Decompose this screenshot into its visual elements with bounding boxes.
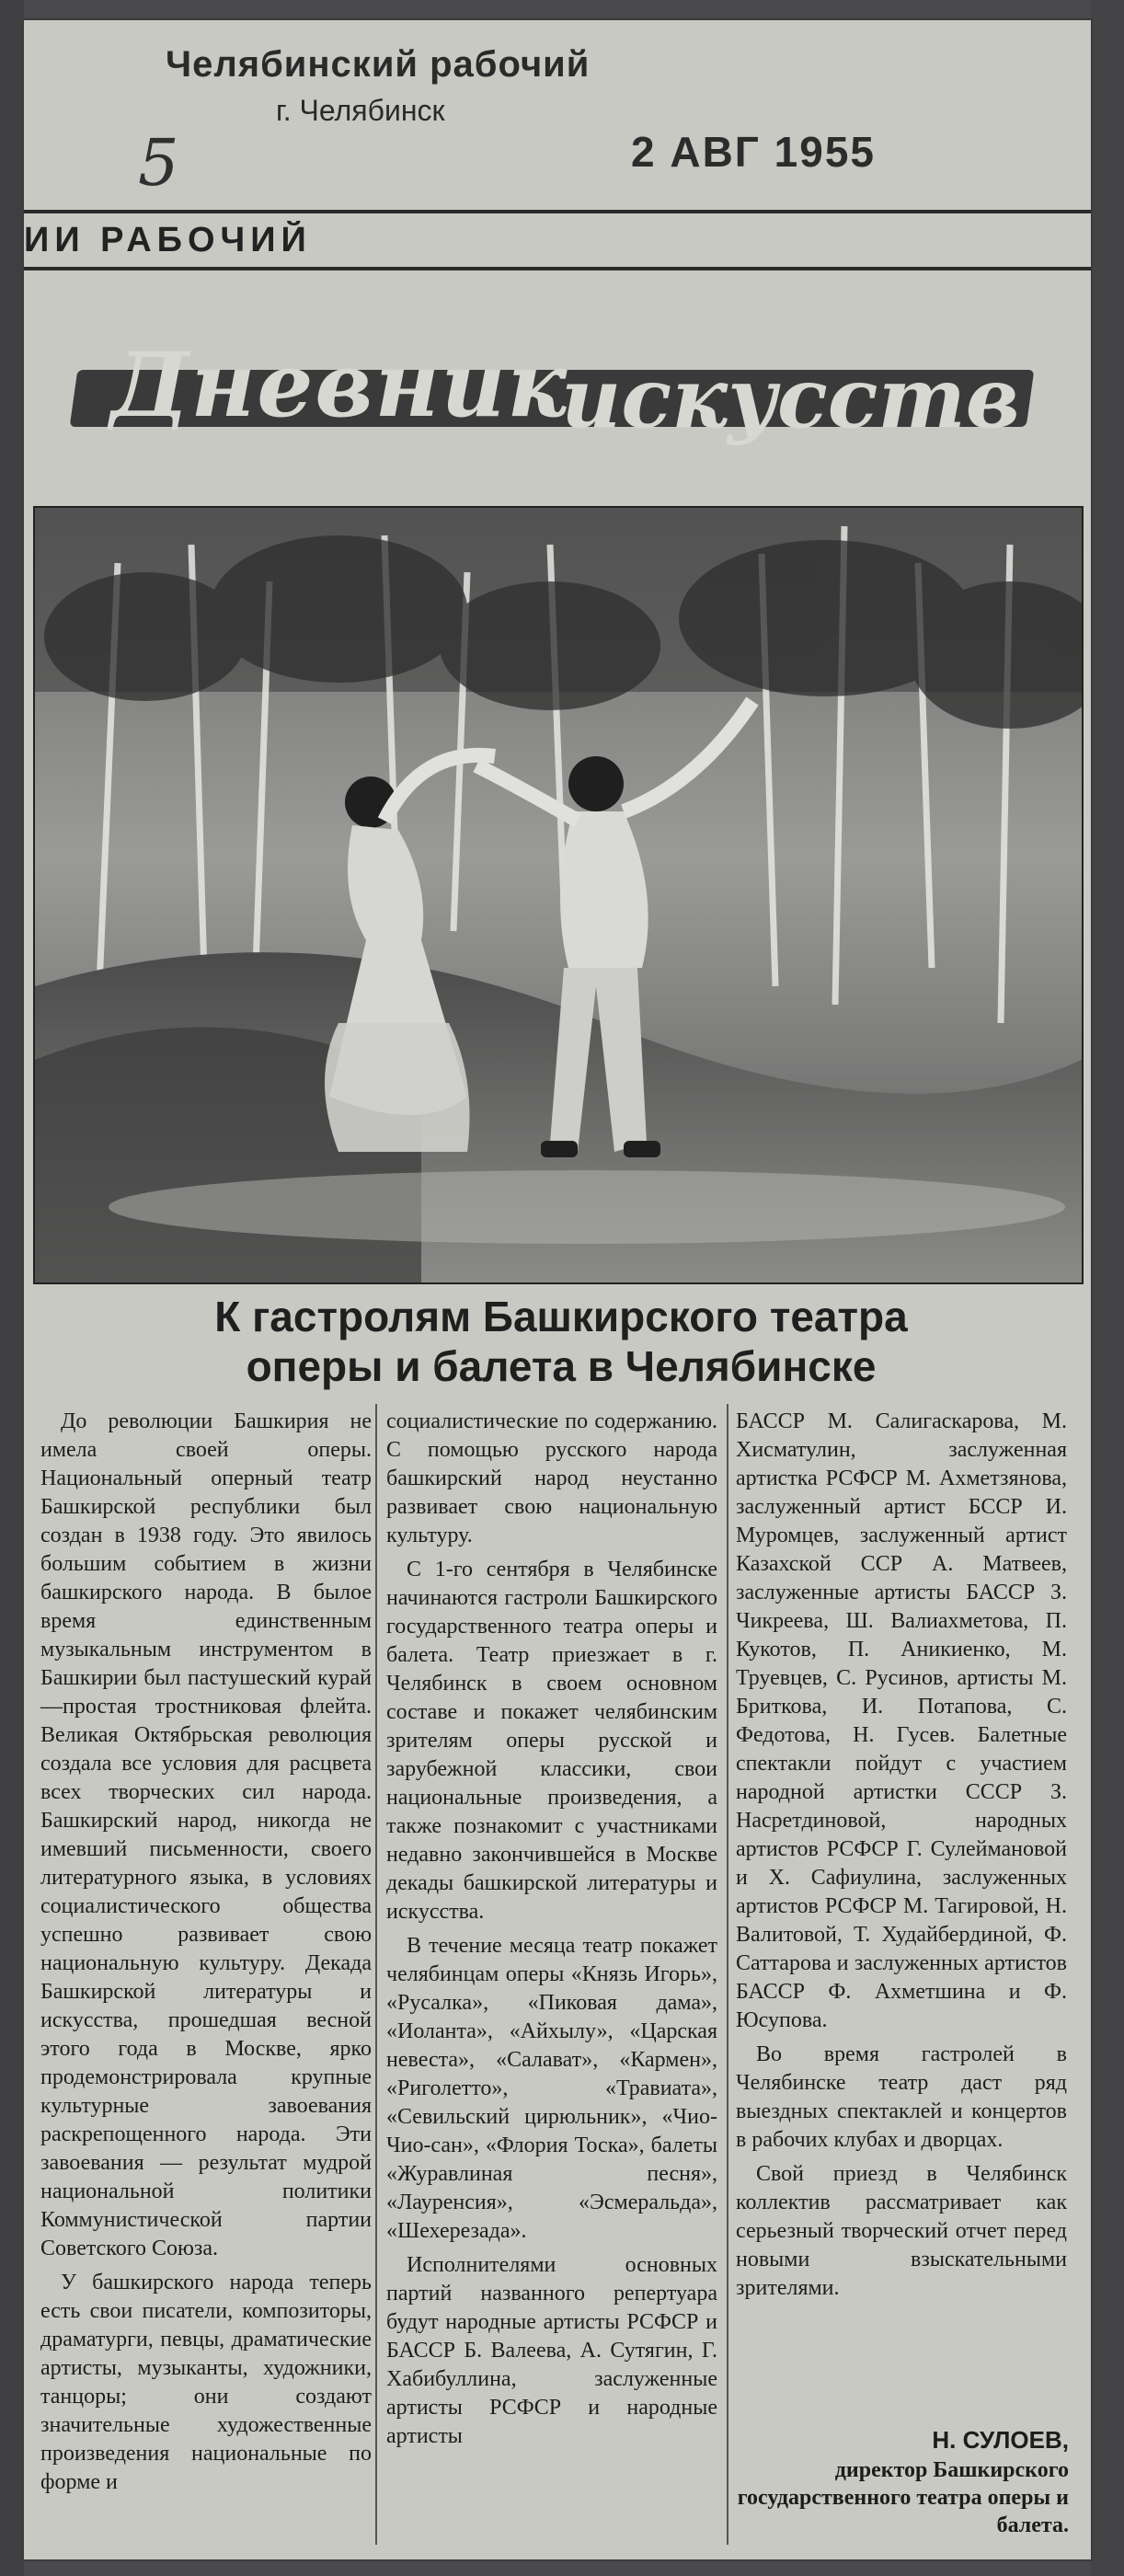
author-title: директор Башкирского государственного театра оперы и балета. (737, 2458, 1069, 2537)
article-column-2 (386, 1408, 717, 2456)
publication-city: г. Челябинск (276, 94, 445, 127)
masthead-text: ИИ РАБОЧИЙ (24, 221, 312, 259)
article-headline-line2: оперы и балета в Челябинске (246, 1342, 877, 1390)
paragraph: Свой приезд в Челябинск коллектив рассматривает как серьезный творческий отчет перед новыми взыскательными зрителями. (736, 2162, 1067, 2300)
column-divider-2 (727, 1404, 728, 2545)
paragraph: Исполнителями основных партий названного репертуара будут народные артисты РСФСР и БАССР Б. Валеева, А. Сутягин, Г. Хабибуллина, заслуженные артисты РСФСР и народные артисты (386, 2253, 717, 2448)
paragraph: У башкирского народа теперь есть свои писатели, композиторы, драматурги, певцы, драматические артисты, музыканты, художники, танцоры; они создают значительные художественные произведения национальные по форме и (40, 2271, 372, 2494)
article-column-3 (736, 1408, 1067, 2308)
rubric-title-right: искусств (561, 350, 1020, 447)
paragraph: В течение месяца театр покажет челябинцам оперы «Князь Игорь», «Русалка», «Пиковая дама», «Иоланта», «Айхылу», «Царская невеста», «Салават», «Кармен», «Риголетто», «Травиата», «Севильский цирюльник», «Чио-Чио-сан», «Флория Тоска», балеты «Журавлиная песня», «Лауренсия», «Эсмеральда», «Шехерезада». (386, 1934, 717, 2243)
publication-name: Челябинский рабочий (166, 44, 591, 85)
masthead-rule-bottom (24, 267, 1091, 270)
rubric-banner (74, 322, 1030, 460)
rubric-title-left: Дневник (110, 333, 569, 437)
column-divider-1 (375, 1404, 377, 2545)
paragraph: БАССР М. Салигаскарова, М. Хисматулин, заслуженная артистка РСФСР М. Ахметзянова, заслуженный артист БССР И. Муромцев, заслуженный артист Казахской ССР А. Матвеев, заслуженные артисты БАССР З. Чикреева, Ш. Валиахметова, П. Кукотов, П. Аникиенко, М. Труевцев, С. Русинов, артисты М. Бриткова, И. Потапова, С. Федотова, Н. Гусев. Балетные спектакли пойдут с участием народной артистки СССР З. Насретдиновой, народных артистов РСФСР Г. Сулеймановой и Х. Сафиулина, заслуженных артистов РСФСР М. Тагировой, Н. Валитовой, Т. Худайбердиной, Ф. Саттарова и заслуженных артистов БАССР Ф. Ахметшина и Ф. Юсупова. (736, 1409, 1067, 2032)
paragraph: Во время гастролей в Челябинске театр даст ряд выездных спектаклей и концертов в рабочих клубах и дворцах. (736, 2042, 1067, 2152)
paragraph: До революции Башкирия не имела своей оперы. Национальный оперный театр Башкирской республики был создан в 1938 году. Это явилось большим событием в жизни башкирского народа. В былое время единственным музыкальным инструментом в Башкирии был пастушеский курай—простая тростниковая флейта. Великая Октябрьская революция создала все условия для расцвета всех творческих сил народа. Башкирский народ, никогда не имевший письменности, своего литературного языка, в условиях социалистического общества успешно развивает свою национальную культуру. Декада Башкирской литературы и искусства, прошедшая весной этого года в Москве, ярко продемонстрировала крупные культурные завоевания раскрепощенного народа. Эти завоевания — результат мудрой национальной политики Коммунистической партии Советского Союза. (40, 1409, 372, 2260)
ballet-scene-image (35, 508, 1082, 1282)
ballet-photo (33, 506, 1084, 1284)
handwritten-number: 5 (138, 125, 179, 201)
paragraph: С 1-го сентября в Челябинске начинаются гастроли Башкирского государственного театра оперы и балета. Театр приезжает в г. Челябинск в своем основном составе и покажет челябинским зрителям оперы русской и зарубежной классики, свои национальные произведения, а также познакомит с участниками недавно закончившейся в Москве декады башкирской литературы и искусства. (386, 1558, 717, 1924)
paragraph: социалистические по содержанию. С помощью русского народа башкирский народ неустанно развивает свою национальную культуру. (386, 1409, 717, 1547)
article-headline-line1: К гастролям Башкирского театра (214, 1293, 908, 1340)
article-column-1 (40, 1408, 372, 2502)
scan-border-right (1091, 0, 1124, 2576)
author-name: Н. СУЛОЕВ, (932, 2426, 1069, 2454)
date-stamp: 2 АВГ 1955 (631, 128, 876, 176)
scan-border-left (0, 0, 24, 2576)
masthead (24, 221, 1091, 263)
masthead-rule-top (24, 210, 1091, 213)
